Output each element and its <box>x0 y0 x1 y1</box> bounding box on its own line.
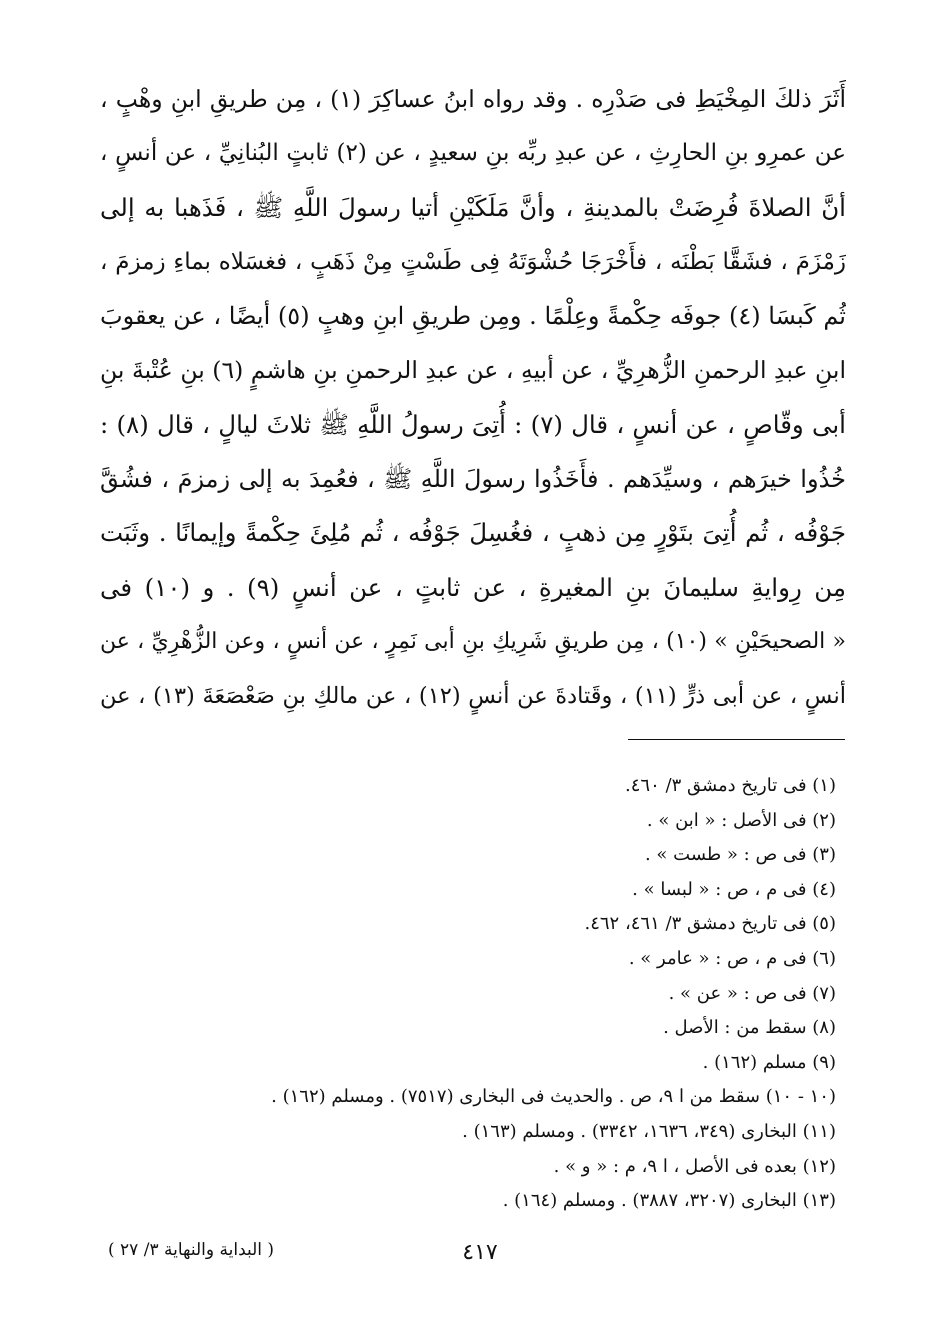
footnotes-block <box>100 769 836 1219</box>
text-line-12: أنسٍ ، عن أبى ذرٍّ (١١) ، وقَتادةَ عن أنسٍ (١٢) ، عن مالكِ بنِ صَعْصَعَةَ (١٣) ، عن <box>100 683 846 710</box>
main-text-block <box>100 72 846 724</box>
footnote-11: (١١) البخارى (٣٤٩، ١٦٣٦، ٣٣٤٢) . ومسلم (١٦٣) . <box>462 1120 836 1142</box>
footnote-13: (١٣) البخارى (٣٢٠٧، ٣٨٨٧) . ومسلم (١٦٤) . <box>502 1190 836 1212</box>
footnote-3: (٣) فى ص : « طست » . <box>644 844 836 866</box>
footnote-separator <box>628 739 845 740</box>
text-line-3: أنَّ الصلاةَ فُرِضَتْ بالمدينةِ ، وأنَّ مَلَكَيْنِ أتيا رسولَ اللَّهِ ﷺ ، فَذَهبا به إلى <box>100 192 846 222</box>
footnote-6: (٦) فى م ، ص : « عامر » . <box>628 947 836 969</box>
footnote-8: (٨) سقط من : الأصل . <box>663 1017 836 1039</box>
text-line-10: مِن رِوايةِ سليمانَ بنِ المغيرةِ ، عن ثابتٍ ، عن أنسٍ (٩) . و (١٠) فى <box>100 572 846 602</box>
footnote-1: (١) فى تاريخ دمشق ٣/ ٤٦٠. <box>625 775 836 796</box>
text-line-4: زَمْزَمَ ، فشَقَّا بَطْنَه ، فأَخْرَجَا حُشْوَتَهُ فِى طَسْتٍ مِنْ ذَهَبٍ ، فغسَلاه بماءِ زمزمَ ، <box>100 248 846 275</box>
footnote-7: (٧) فى ص : « عن » . <box>668 982 836 1004</box>
text-line-1: أَثَرَ ذلكَ المِخْيَطِ فى صَدْرِه . وقد رواه ابنُ عساكِرَ (١) ، مِن طريقِ ابنِ وهْبٍ ، <box>100 85 846 113</box>
text-line-7: أبى وقّاصٍ ، عن أنسٍ ، قال (٧) : أُتِىَ رسولُ اللَّهِ ﷺ ثلاثَ ليالٍ ، قال (٨) : <box>100 409 846 439</box>
text-line-8: خُذُوا خيرَهم ، وسيِّدَهم . فأَخَذُوا رسولَ اللَّهِ ﷺ ، فعُمِدَ به إلى زمزمَ ، فشُقَّ <box>100 465 846 494</box>
text-line-11: « الصحيحَيْنِ » (١٠) ، مِن طريقِ شَرِيكِ بنِ أبى نَمِرٍ ، عن أنسٍ ، وعن الزُّهْرِيِّ ، عن <box>100 628 846 654</box>
footnote-9: (٩) مسلم (١٦٢) . <box>702 1051 836 1073</box>
running-footer: ( البداية والنهاية ٣/ ٢٧ ) <box>108 1240 275 1260</box>
text-line-6: ابنِ عبدِ الرحمنِ الزُّهرِيِّ ، عن أبيهِ ، عن عبدِ الرحمنِ بنِ هاشمٍ (٦) بنِ عُتْبةَ بنِ <box>100 356 846 385</box>
footnote-10: (١٠ - ١٠) سقط من ا ٩، ص . والحديث فى البخارى (٧٥١٧) . ومسلم (١٦٢) . <box>271 1086 836 1108</box>
text-line-9: جَوْفُه ، ثُم أُتِىَ بتَوْرٍ مِن ذهبٍ ، فغُسِلَ جَوْفُه ، ثُم مُلِئَ حِكْمةً وإيمانًا . وثَبَت <box>100 518 846 548</box>
footnote-2: (٢) فى الأصل : « ابن » . <box>646 809 836 831</box>
footnote-5: (٥) فى تاريخ دمشق ٣/ ٤٦١، ٤٦٢. <box>584 913 836 935</box>
text-line-2: عن عمرِو بنِ الحارِثِ ، عن عبدِ ربِّه بنِ سعيدٍ ، عن (٢) ثابتٍ البُنانِيِّ ، عن أنسٍ ، <box>100 140 846 167</box>
footnote-4: (٤) فى م ، ص : « لبسا » . <box>632 878 836 900</box>
text-line-5: ثُم كَبسَا (٤) جوفَه حِكْمةً وعِلْمًا . ومِن طريقِ ابنِ وهبٍ (٥) أيضًا ، عن يعقوبَ <box>100 302 846 331</box>
footnote-12: (١٢) بعده فى الأصل ، ا ٩، م : « و » . <box>553 1155 836 1177</box>
page-number: ٤١٧ <box>462 1240 498 1265</box>
